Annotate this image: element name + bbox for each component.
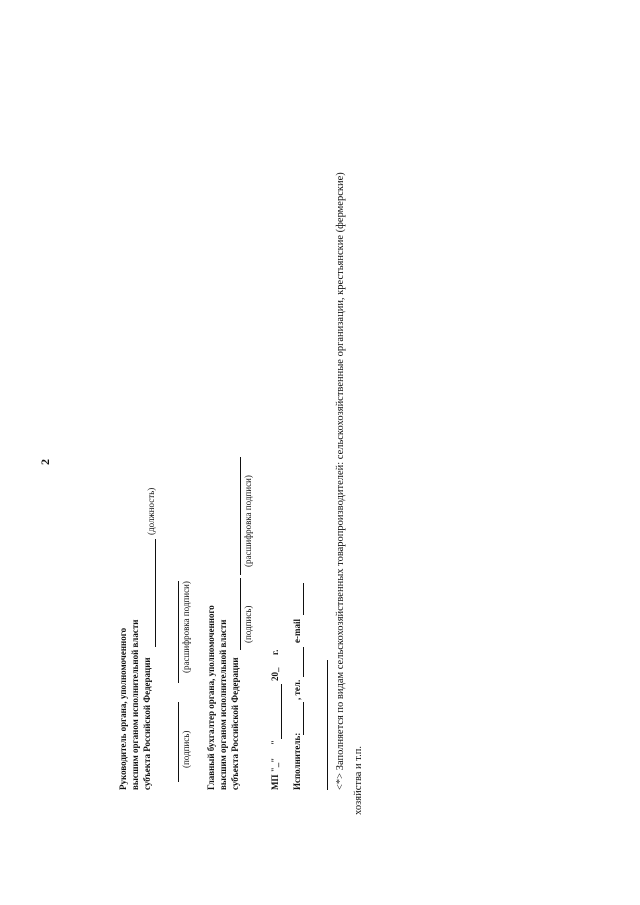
stamp-label: МП "_"	[270, 757, 280, 790]
position-caption: (должность)	[146, 487, 156, 535]
date-year-suffix: г.	[270, 649, 280, 655]
position-line	[155, 539, 156, 647]
executor-tel-label: , тел.	[292, 679, 302, 700]
executor-label: Исполнитель:	[292, 732, 302, 790]
head-signature-line	[178, 702, 179, 782]
head-title-line1: Руководитель органа, уполномоченного	[118, 627, 128, 790]
accountant-transcript-line	[240, 457, 241, 575]
page-number: 2	[38, 459, 52, 465]
date-month-line	[281, 684, 282, 739]
accountant-title-line2: высшим органом исполнительной власти	[218, 619, 228, 790]
head-title-line2: высшим органом исполнительной власти	[130, 619, 140, 790]
executor-email-label: e-mail	[292, 619, 302, 643]
executor-tel-line	[303, 647, 304, 677]
head-transcript-line	[178, 581, 179, 683]
footnote-line1: <*> Заполняется по видам сельскохозяйственных товаропроизводителей: сельскохозяйственные организации, крестьянские (фермерские)	[335, 172, 346, 790]
executor-name-line	[303, 702, 304, 735]
accountant-title-line1: Главный бухгалтер органа, уполномоченного	[206, 605, 216, 790]
accountant-title-line3: субъекта Российской Федерации	[230, 657, 240, 790]
head-title-line3: субъекта Российской Федерации	[142, 657, 152, 790]
date-quote: "	[270, 740, 280, 745]
accountant-signature-line	[240, 578, 241, 650]
executor-email-line	[303, 583, 304, 615]
footnote-separator	[327, 660, 328, 790]
head-signature-caption: (подпись)	[181, 730, 191, 768]
accountant-transcript-caption: (расшифровка подписи)	[243, 475, 253, 567]
footnote-line2: хозяйства и т.п.	[353, 746, 364, 815]
accountant-signature-caption: (подпись)	[243, 605, 253, 643]
head-transcript-caption: (расшифровка подписи)	[181, 581, 191, 673]
date-year: 20_	[270, 667, 280, 681]
